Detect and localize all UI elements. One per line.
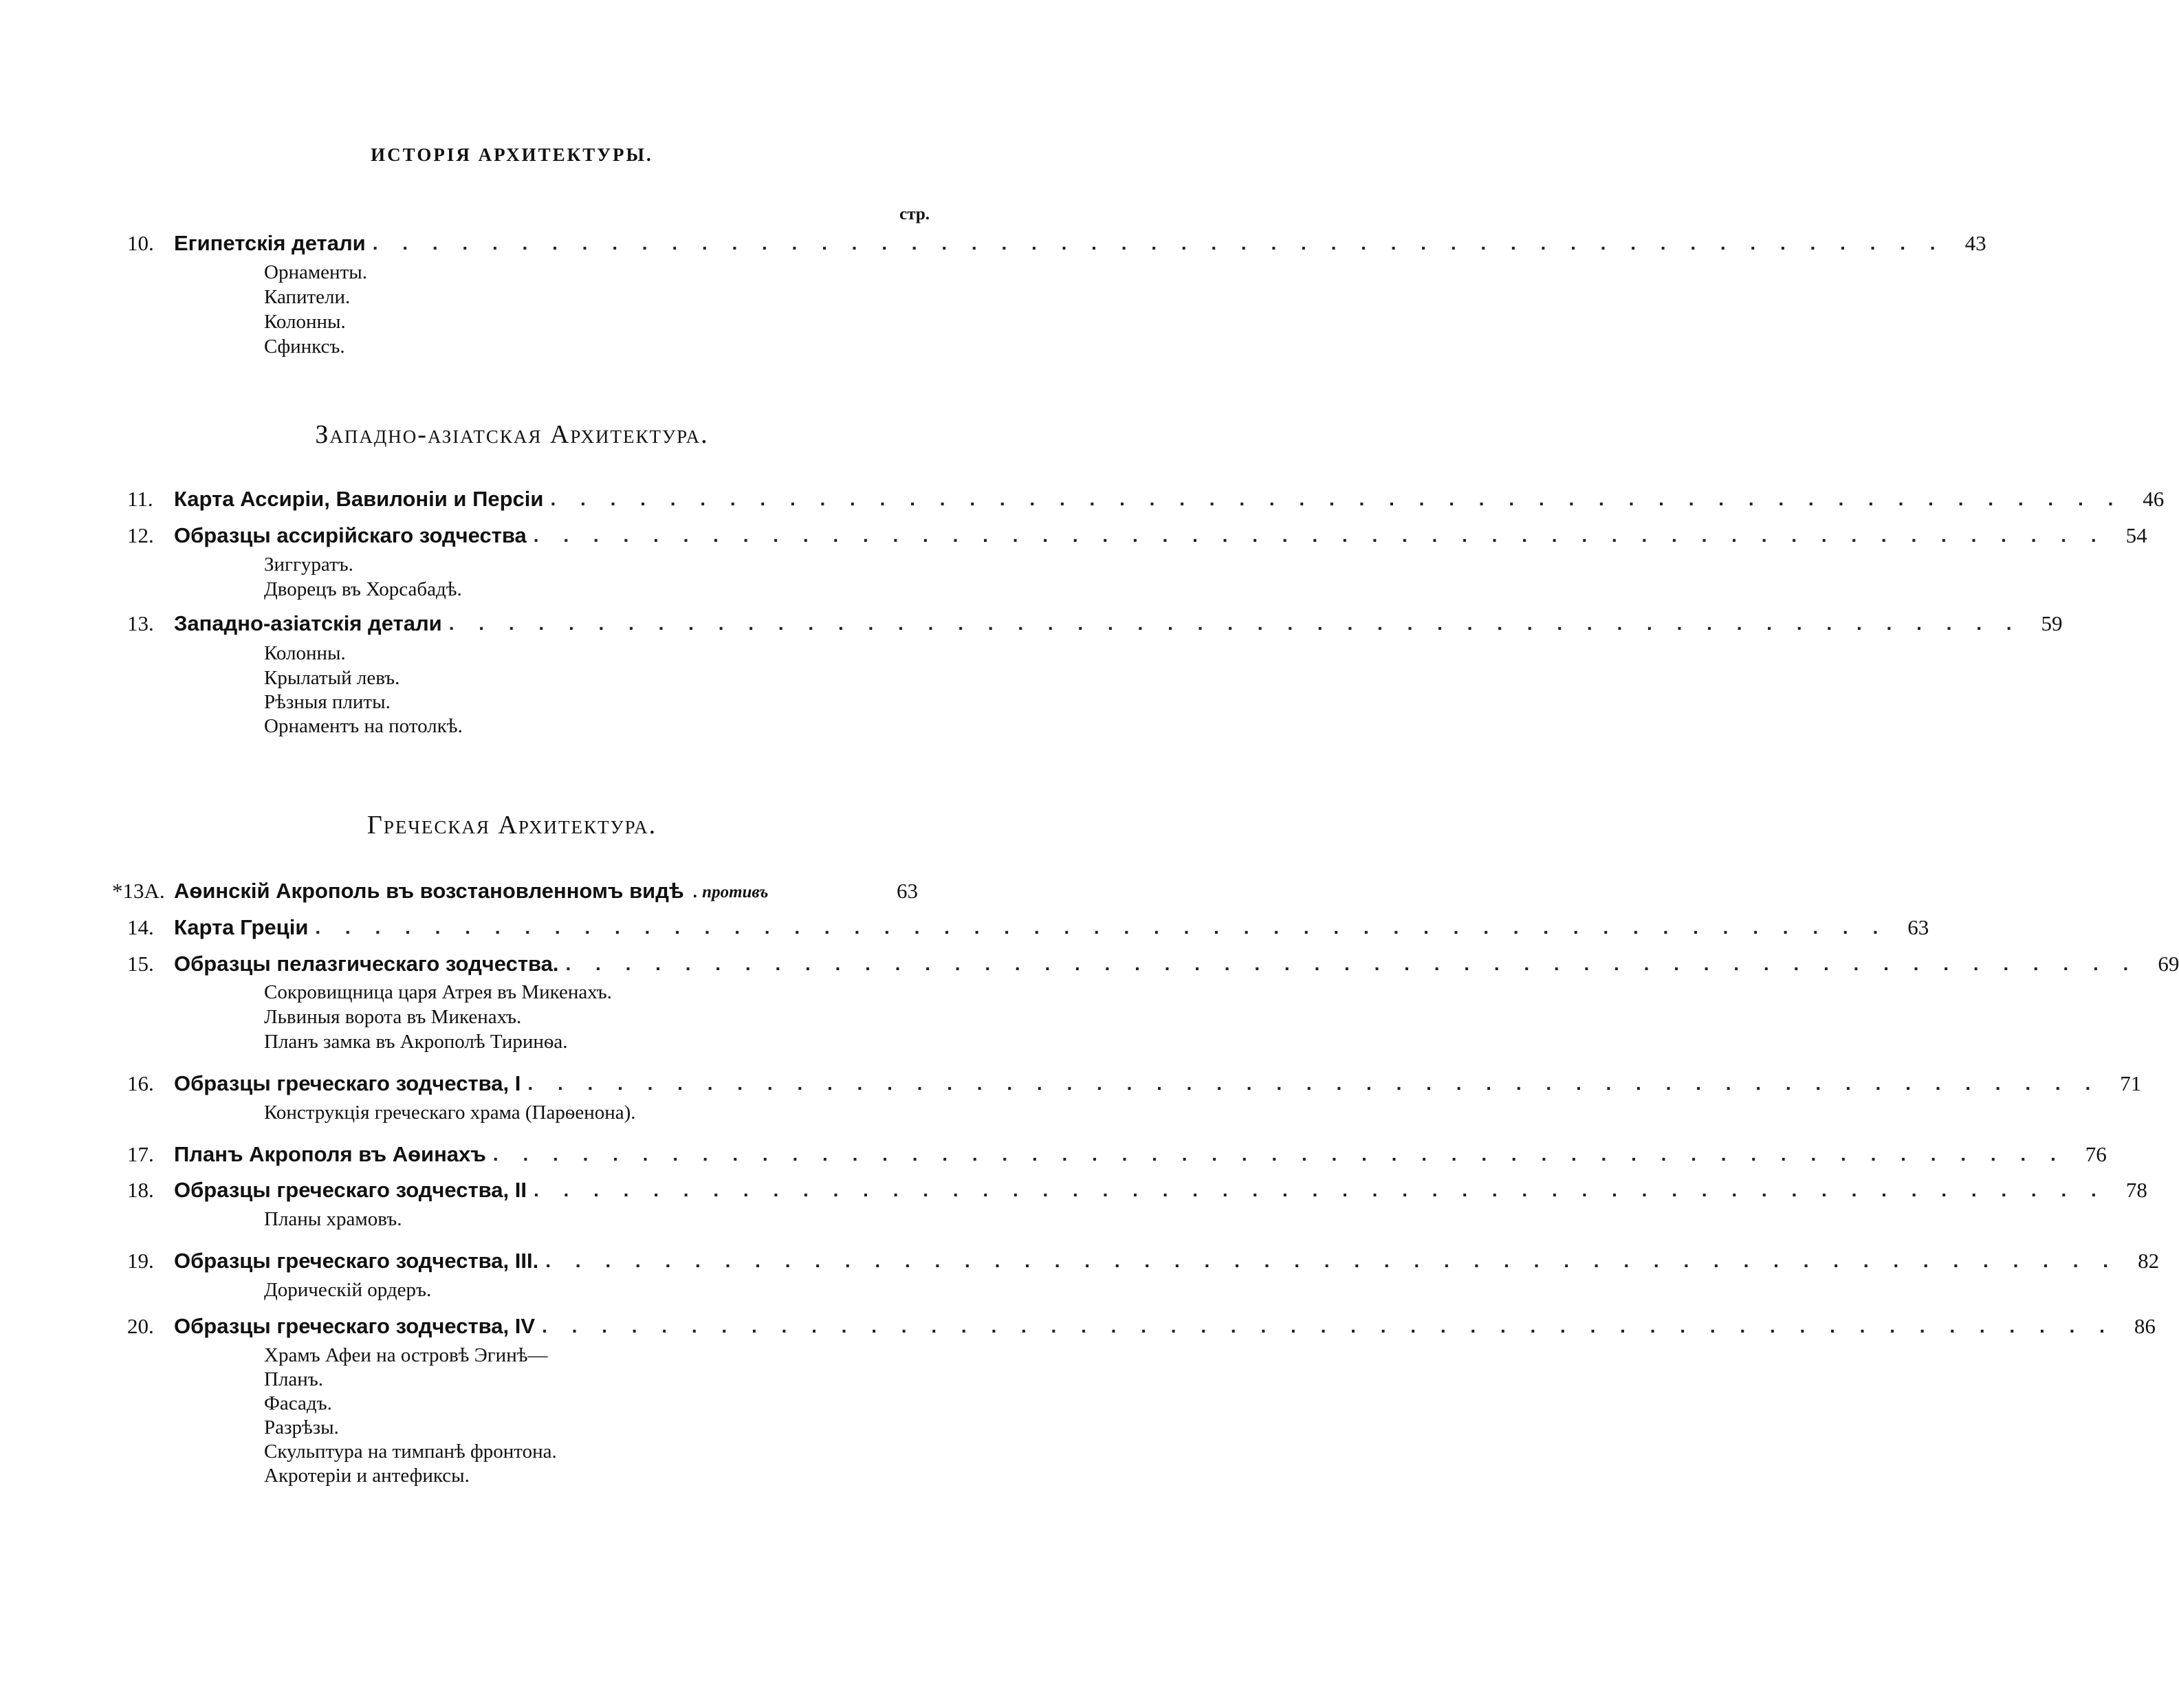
sub-item: Разрѣзы. [264, 1416, 339, 1438]
dot-leader: . . . . . . . . . . . . . . . . . . . . . . . . . . . . . . . . . . . . . . . . . . . . . . . . . . . . . [565, 953, 2138, 974]
toc-entry-10[interactable] [127, 227, 1986, 256]
sub-item: Планъ замка въ Акрополѣ Тиринѳа. [264, 1031, 568, 1053]
sub-item: Акротеріи и антефиксы. [264, 1465, 470, 1487]
sub-item: Планъ. [264, 1368, 324, 1390]
entry-page: 54 [2125, 523, 2147, 547]
toc-entry-13[interactable] [127, 607, 2063, 636]
sub-item: Сокровищница царя Атрея въ Микенахъ. [264, 981, 612, 1003]
dot-leader: . . . . . . . . . . . . . . . . . . . . . . . . . . . . . . . . . . . . . . . . . . . . . . . . . . . . . [372, 232, 1945, 254]
dot-leader: . . . . . . . . . . . . . . . . . . . . . . . . . . . . . . . . . . . . . . . . . . . . . . . . . . . . . [315, 917, 1888, 938]
toc-entry-13a[interactable] [112, 875, 918, 904]
toc-entry-15[interactable] [127, 948, 2179, 976]
dot-leader: . . . . . . . . . . . . . . . . . . . . . . . . . . . . . . . . . . . . . . . . . . . . . . . . . . . . . [492, 1143, 2066, 1165]
entry-number: 15. [127, 952, 154, 976]
entry-title: Карта Греціи [174, 915, 309, 939]
sub-item: Орнаментъ на потолкѣ. [264, 715, 463, 737]
sub-item: Львиныя ворота въ Микенахъ. [264, 1006, 522, 1028]
running-title: ИСТОРІЯ АРХИТЕКТУРЫ. [371, 144, 653, 165]
entry-page: 63 [1907, 915, 1929, 939]
entry-title: Образцы пелазгическаго зодчества. [174, 952, 559, 976]
sub-item: Дворецъ въ Хорсабадѣ. [264, 578, 462, 600]
sub-item: Колонны. [264, 642, 346, 664]
sub-item: Планы храмовъ. [264, 1208, 402, 1230]
entry-page: 76 [2085, 1142, 2107, 1166]
entry-number: *13А. [112, 879, 165, 903]
entry-number: 19. [127, 1249, 154, 1273]
sub-item: Дорическій ордеръ. [264, 1279, 432, 1301]
dot-leader: . . . . . . . . . . . . . . . . . . . . . . . . . . . . . . . . . . . . . . . . . . . . . . . . . . . . . [534, 1179, 2106, 1201]
entry-number: 16. [127, 1071, 154, 1095]
entry-title: Западно-азіатскія детали [174, 611, 442, 635]
entry-title: Планъ Акрополя въ Аѳинахъ [174, 1142, 486, 1166]
entry-page: 78 [2125, 1178, 2147, 1202]
section-title-greek: Греческая Архитектура. [366, 811, 657, 840]
entry-number: 11. [127, 487, 153, 511]
entry-number: 10. [127, 231, 154, 255]
dot-leader: . . . . . . . . . . . . . . . . . . . . . . . . . . . . . . . . . . . . . . . . . . . . . . . . . . . . . [545, 1250, 2118, 1271]
toc-entry-16[interactable] [127, 1067, 2142, 1096]
entry-number: 13. [127, 611, 154, 635]
sub-item: Орнаменты. [264, 261, 367, 283]
sub-item: Сфинксъ. [264, 336, 345, 358]
toc-entry-12[interactable] [127, 519, 2147, 548]
entry-number: 20. [127, 1314, 154, 1338]
entry-number: 14. [127, 915, 154, 939]
entry-page: 43 [1964, 231, 1986, 255]
page-column-label: стр. [899, 205, 930, 223]
entry-title: Египетскія детали [174, 231, 366, 255]
entry-title: Образцы ассирійскаго зодчества [174, 523, 527, 547]
dot-leader: . . . . . . . . . . . . . . . . . . . . . . . . . . . . . . . . . . . . . . . . . . . . . . . . . . . . . [527, 1073, 2101, 1094]
dot-leader: . . . . . . . . . . . . . . . . . . . . . . . . . . . . . . . . . . . . . . . . . . . . . . . . . . . . . [542, 1315, 2114, 1337]
toc-entry-11[interactable] [127, 483, 2165, 512]
sub-item: Капители. [264, 286, 351, 308]
sub-item: Конструкція греческаго храма (Парѳенона). [264, 1102, 636, 1124]
entry-number: 17. [127, 1142, 154, 1166]
entry-note: . противъ [693, 883, 769, 901]
entry-number: 12. [127, 523, 154, 547]
dot-leader: . . . . . . . . . . . . . . . . . . . . . . . . . . . . . . . . . . . . . . . . . . . . . . . . . . . . . [533, 525, 2106, 546]
entry-page: 69 [2158, 952, 2179, 976]
toc-entry-14[interactable] [127, 911, 1929, 940]
section-title-west-asian: Западно-азіатская Архитектура. [315, 420, 709, 449]
entry-title: Образцы греческаго зодчества, III. [174, 1249, 539, 1273]
entry-page: 86 [2134, 1314, 2156, 1338]
sub-item: Фасадъ. [264, 1392, 332, 1414]
sub-item: Скульптура на тимпанѣ фронтона. [264, 1441, 557, 1463]
dot-leader [776, 902, 877, 904]
entry-page: 71 [2120, 1071, 2142, 1095]
toc-entry-19[interactable] [127, 1245, 2160, 1273]
entry-page: 82 [2138, 1249, 2160, 1273]
sub-item: Колонны. [264, 311, 346, 333]
entry-title: Карта Ассиріи, Вавилоніи и Персіи [174, 487, 544, 511]
entry-page: 46 [2143, 487, 2165, 511]
toc-entry-17[interactable] [127, 1138, 2107, 1167]
sub-item: Храмъ Афеи на островѣ Эгинѣ— [264, 1344, 548, 1366]
entry-number: 18. [127, 1178, 154, 1202]
dot-leader: . . . . . . . . . . . . . . . . . . . . . . . . . . . . . . . . . . . . . . . . . . . . . . . . . . . . . [448, 613, 2022, 634]
entry-page: 59 [2041, 611, 2063, 635]
entry-title: Образцы греческаго зодчества, II [174, 1178, 527, 1202]
dot-leader: . . . . . . . . . . . . . . . . . . . . . . . . . . . . . . . . . . . . . . . . . . . . . . . . . . . . . [550, 488, 2123, 510]
toc-entry-18[interactable] [127, 1174, 2147, 1203]
sub-item: Рѣзныя плиты. [264, 691, 391, 713]
entry-title: Образцы греческаго зодчества, I [174, 1071, 521, 1095]
toc-entry-20[interactable] [127, 1310, 2156, 1339]
sub-item: Крылатый левъ. [264, 667, 400, 689]
entry-page: 63 [897, 879, 918, 903]
sub-item: Зиггуратъ. [264, 554, 353, 576]
entry-title: Аѳинскій Акрополь въ возстановленномъ видѣ [174, 879, 684, 903]
entry-title: Образцы греческаго зодчества, IV [174, 1314, 536, 1338]
